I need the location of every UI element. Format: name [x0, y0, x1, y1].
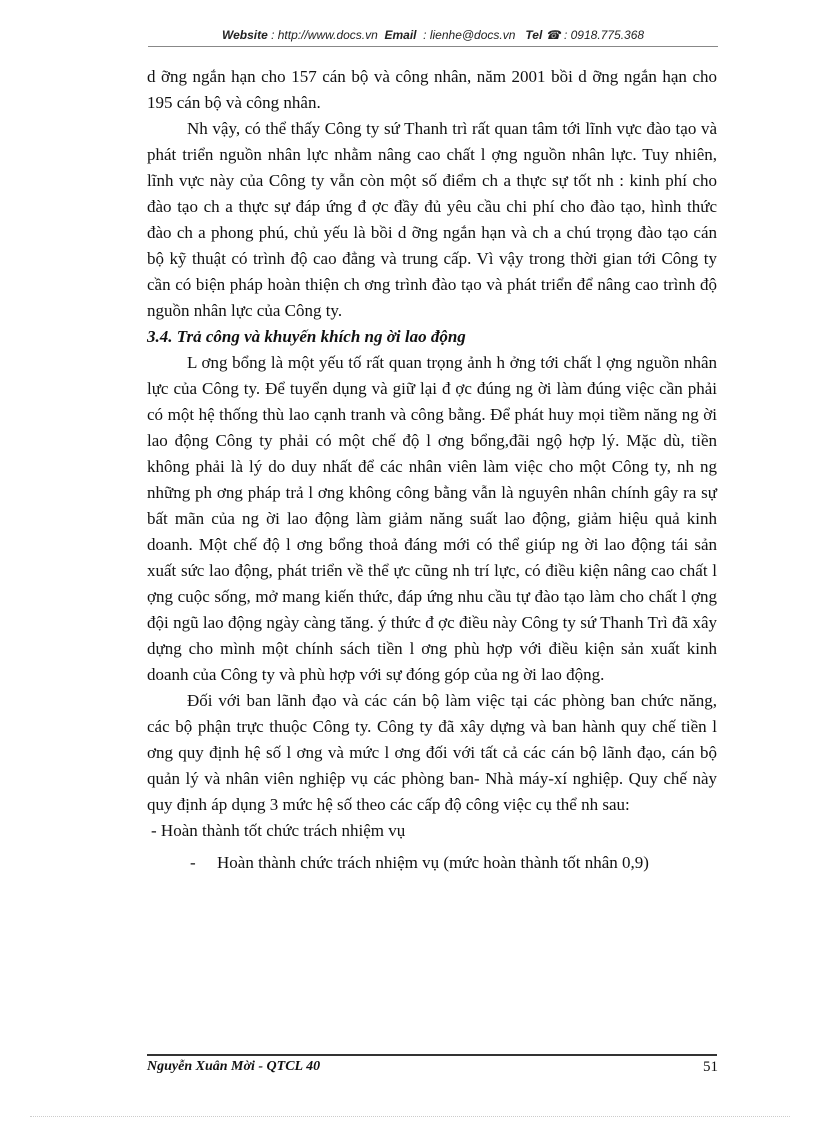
tel-label: Tel	[525, 28, 543, 42]
footer-divider	[147, 1054, 717, 1056]
list-item-level-2	[147, 850, 717, 876]
list-dash: -	[190, 853, 196, 872]
paragraph-salary: L ơng bổng là một yếu tố rất quan trọng ảnh h ởng tới chất l ợng nguồn nhân lực của Công ty. Để tuyển dụng và giữ lại đ ợc đúng ng ời làm đúng việc cần phải có một hệ thống thù lao cạnh tranh và công bằng. Để phát huy mọi tiềm năng ng ời lao động Công ty phải có một chế độ l ơng bổng,đãi ngộ hợp lý. Mặc dù, tiền không phải là lý do duy nhất để các nhân viên làm việc cho một Công ty, nh ng những ph ơng pháp trả l ơng không công bằng vẫn là nguyên nhân chính gây ra sự bất mãn của ng ời lao động làm giảm năng suất lao động, giảm hiệu quả kinh doanh. Một chế độ l ơng bổng thoả đáng mới có thể giúp ng ời lao động tái sản xuất sức lao động, phát triển về thể ực cũng nh trí lực, có điều kiện nâng cao chất l ợng cuộc sống, mở mang kiến thức, đáp ứng nhu cầu tự đào tạo làm cho chất l ợng đội ngũ lao động ngày càng tăng. ý thức đ ợc điều này Công ty sứ Thanh Trì đã xây dựng cho mình một chính sách tiền l ơng phù hợp với điều kiện sản xuất kinh doanh của Công ty và phù hợp với sự đóng góp của ng ời lao động.	[147, 353, 717, 684]
section-heading: 3.4. Trả công và khuyến khích ng ời lao động	[147, 327, 466, 346]
page-number: 51	[703, 1059, 718, 1075]
email-label: Email	[384, 28, 417, 42]
page-header	[148, 28, 718, 42]
paragraph-management: Đối với ban lãnh đạo và các cán bộ làm việc tại các phòng ban chức năng, các bộ phận trực thuộc Công ty. Công ty đã xây dựng và ban hành quy chế tiền l ơng quy định hệ số l ơng và mức l ơng đối với tất cả các cán bộ lãnh đạo, cán bộ quản lý và nhân viên nghiệp vụ các phòng ban- Nhà máy-xí nghiệp. Quy chế này quy định áp dụng 3 mức hệ số theo các cấp độ công việc cụ thể nh sau:	[147, 691, 717, 814]
paragraph-training-summary: Nh vậy, có thể thấy Công ty sứ Thanh trì rất quan tâm tới lĩnh vực đào tạo và phát triển nguồn nhân lực nhằm nâng cao chất l ợng nguồn nhân lực. Tuy nhiên, lĩnh vực này của Công ty vẫn còn một số điểm ch a thực sự tốt nh : kinh phí cho đào tạo ch a thực sự đáp ứng đ ợc đầy đủ yêu cầu chi phí cho đào tạo, hình thức đào ch a phong phú, chủ yếu là bồi d ỡng ngắn hạn và ch a chú trọng đào tạo cán bộ kỹ thuật có trình độ cao đẳng và trung cấp. Vì vậy trong thời gian tới Công ty cần có biện pháp hoàn thiện ch ơng trình đào tạo và phát triển để nâng cao trình độ nguồn nhân lực của Công ty.	[147, 119, 717, 320]
footer-author: Nguyễn Xuân Mời - QTCL 40	[147, 1059, 321, 1074]
list-item-level-1: - Hoàn thành tốt chức trách nhiệm vụ	[151, 821, 406, 840]
paragraph-continued: d ỡng ngắn hạn cho 157 cán bộ và công nhân, năm 2001 bồi d ỡng ngắn hạn cho 195 cán bộ và công nhân.	[147, 67, 717, 112]
website-url[interactable]: : http://www.docs.vn	[271, 28, 378, 42]
page-edge-divider	[30, 1116, 790, 1117]
email-address[interactable]: : lienhe@docs.vn	[423, 28, 516, 42]
list-item-text: Hoàn thành chức trách nhiệm vụ (mức hoàn thành tốt nhân 0,9)	[217, 853, 649, 872]
website-label: Website	[221, 28, 268, 42]
tel-number: : 0918.775.368	[563, 28, 645, 42]
document-body	[147, 64, 717, 876]
header-divider	[148, 46, 718, 47]
phone-icon: ☎	[545, 28, 561, 42]
